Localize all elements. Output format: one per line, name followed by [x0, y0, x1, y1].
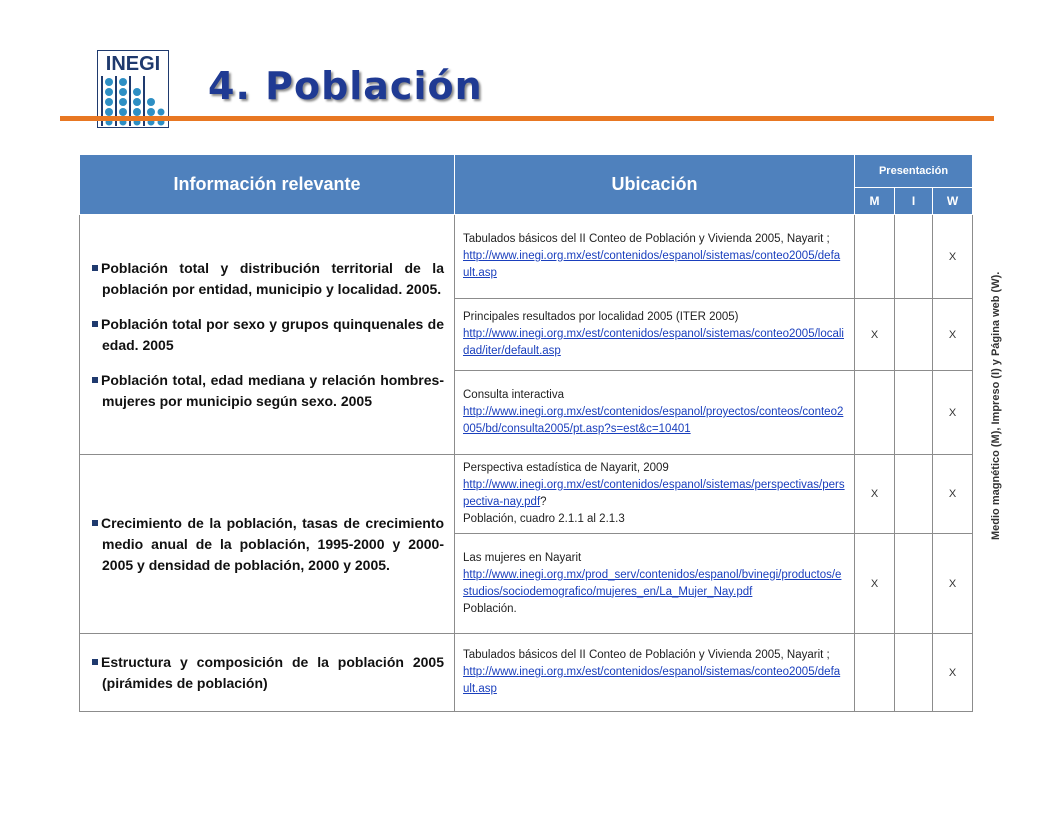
mark-i — [895, 634, 933, 712]
table-row — [80, 215, 973, 299]
mark-w: X — [933, 371, 973, 455]
bullet-icon — [92, 321, 98, 327]
mark-i — [895, 299, 933, 371]
page-title: 4. Población — [208, 64, 483, 108]
header-presentation: Presentación — [855, 155, 973, 188]
title-divider — [60, 116, 994, 121]
presentation-legend-note: Medio magnético (M), Impreso (I) y Página web (W). — [990, 271, 1002, 540]
bullet-icon — [92, 520, 98, 526]
source-link[interactable]: http://www.inegi.org.mx/prod_serv/contenidos/espanol/bvinegi/productos/estudios/sociodemografico/mujeres_en/La_Mujer_Nay.pdf — [463, 568, 842, 598]
mark-i — [895, 534, 933, 634]
mark-m — [855, 215, 895, 299]
info-bullet: Población total por sexo y grupos quinquenales de edad. 2005 — [102, 314, 444, 356]
source-link[interactable]: http://www.inegi.org.mx/est/contenidos/espanol/sistemas/perspectivas/perspectiva-nay.pdf — [463, 479, 845, 508]
mark-i — [895, 455, 933, 534]
source-link[interactable]: http://www.inegi.org.mx/est/contenidos/espanol/sistemas/conteo2005/default.asp — [463, 666, 841, 695]
mark-i — [895, 371, 933, 455]
info-bullet: Población total y distribución territorial de la población por entidad, municipio y localidad. 2005. — [102, 258, 444, 300]
bullet-icon — [92, 377, 98, 383]
info-cell — [80, 215, 455, 455]
mark-m: X — [855, 299, 895, 371]
population-info-table — [79, 154, 973, 712]
header-location: Ubicación — [455, 155, 855, 215]
mark-m — [855, 371, 895, 455]
info-bullet: Estructura y composición de la población 2005 (pirámides de población) — [102, 652, 444, 694]
table-row — [80, 455, 973, 534]
location-cell: Las mujeres en Nayarit http://www.inegi.org.mx/prod_serv/contenidos/espanol/bvinegi/productos/estudios/sociodemografico/mujeres_en/La_Mujer_Nay.pdf Población. — [455, 534, 855, 634]
location-cell: Perspectiva estadística de Nayarit, 2009 http://www.inegi.org.mx/est/contenidos/espanol/sistemas/perspectivas/perspectiva-nay.pdf? Población, cuadro 2.1.1 al 2.1.3 — [455, 455, 855, 534]
source-link[interactable]: http://www.inegi.org.mx/est/contenidos/espanol/sistemas/conteo2005/localidad/iter/default.asp — [463, 328, 844, 357]
info-cell — [80, 634, 455, 712]
svg-text:INEGI: INEGI — [105, 53, 161, 75]
source-link[interactable]: http://www.inegi.org.mx/est/contenidos/espanol/proyectos/conteos/conteo2005/bd/consulta2005/pt.asp?s=est&c=10401 — [463, 406, 844, 435]
header-w: W — [933, 188, 973, 215]
mark-m: X — [855, 534, 895, 634]
mark-i — [895, 215, 933, 299]
info-cell — [80, 455, 455, 634]
mark-w: X — [933, 215, 973, 299]
location-cell: Principales resultados por localidad 2005 (ITER 2005) http://www.inegi.org.mx/est/contenidos/espanol/sistemas/conteo2005/localidad/iter/default.asp — [455, 299, 855, 371]
mark-w: X — [933, 299, 973, 371]
location-cell: Consulta interactiva http://www.inegi.org.mx/est/contenidos/espanol/proyectos/conteos/conteo2005/bd/consulta2005/pt.asp?s=est&c=10401 — [455, 371, 855, 455]
header-info: Información relevante — [80, 155, 455, 215]
info-bullet: Crecimiento de la población, tasas de crecimiento medio anual de la población, 1995-2000 y 2000-2005 y densidad de población, 2000 y 2005. — [102, 513, 444, 576]
mark-w: X — [933, 634, 973, 712]
source-link[interactable]: http://www.inegi.org.mx/est/contenidos/espanol/sistemas/conteo2005/default.asp — [463, 250, 841, 279]
info-bullet: Población total, edad mediana y relación hombres-mujeres por municipio según sexo. 2005 — [102, 370, 444, 412]
mark-w: X — [933, 534, 973, 634]
mark-m — [855, 634, 895, 712]
mark-m: X — [855, 455, 895, 534]
table-row — [80, 634, 973, 712]
location-cell: Tabulados básicos del II Conteo de Población y Vivienda 2005, Nayarit ; http://www.inegi.org.mx/est/contenidos/espanol/sistemas/conteo2005/default.asp — [455, 634, 855, 712]
header-i: I — [895, 188, 933, 215]
bullet-icon — [92, 265, 98, 271]
bullet-icon — [92, 659, 98, 665]
header-m: M — [855, 188, 895, 215]
mark-w: X — [933, 455, 973, 534]
location-cell: Tabulados básicos del II Conteo de Población y Vivienda 2005, Nayarit ; http://www.inegi.org.mx/est/contenidos/espanol/sistemas/conteo2005/default.asp — [455, 215, 855, 299]
